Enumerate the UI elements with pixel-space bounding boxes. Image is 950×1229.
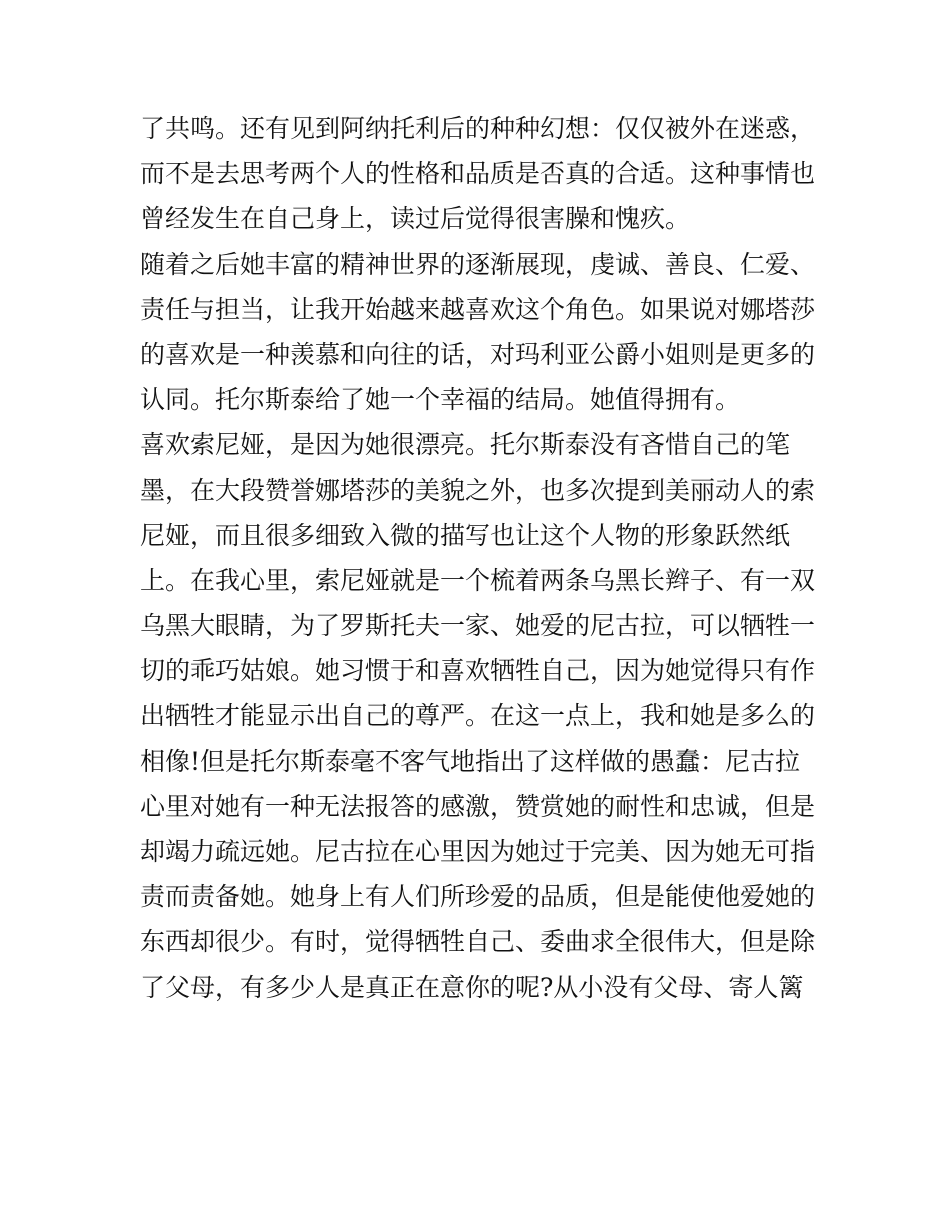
text-line: 尼娅，而且很多细致入微的描写也让这个人物的形象跃然纸 [140, 520, 791, 550]
text-line: 曾经发生在自己身上，读过后觉得很害臊和愧疚。 [140, 204, 691, 234]
text-line: 出牺牲才能显示出自己的尊严。在这一点上，我和她是多么的 [140, 701, 816, 731]
text-line: 切的乖巧姑娘。她习惯于和喜欢牺牲自己，因为她觉得只有作 [140, 656, 816, 686]
text-line: 认同。托尔斯泰给了她一个幸福的结局。她值得拥有。 [140, 385, 741, 415]
text-line: 乌黑大眼睛，为了罗斯托夫一家、她爱的尼古拉，可以牺牲一 [140, 611, 816, 641]
text-line: 墨，在大段赞誉娜塔莎的美貌之外，也多次提到美丽动人的索 [140, 475, 816, 505]
text-line: 责而责备她。她身上有人们所珍爱的品质，但是能使他爱她的 [140, 882, 816, 912]
text-line: 相像!但是托尔斯泰毫不客气地指出了这样做的愚蠢：尼古拉 [140, 746, 801, 776]
text-line: 的喜欢是一种羡慕和向往的话，对玛利亚公爵小姐则是更多的 [140, 339, 816, 369]
text-line: 心里对她有一种无法报答的感激，赞赏她的耐性和忠诚，但是 [140, 791, 816, 821]
text-line: 了父母，有多少人是真正在意你的呢?从小没有父母、寄人篱 [140, 972, 804, 1002]
text-line: 东西却很少。有时，觉得牺牲自己、委曲求全很伟大，但是除 [140, 927, 816, 957]
text-line: 了共鸣。还有见到阿纳托利后的种种幻想：仅仅被外在迷惑， [140, 114, 816, 143]
text-line: 责任与担当，让我开始越来越喜欢这个角色。如果说对娜塔莎 [140, 294, 816, 324]
text-line: 随着之后她丰富的精神世界的逐渐展现，虔诚、善良、仁爱、 [140, 249, 816, 279]
text-line: 却竭力疏远她。尼古拉在心里因为她过于完美、因为她无可指 [140, 837, 816, 866]
text-line: 上。在我心里，索尼娅就是一个梳着两条乌黑长辫子、有一双 [140, 565, 816, 595]
text-line: 而不是去思考两个人的性格和品质是否真的合适。这种事情也 [140, 159, 816, 189]
body-text [140, 106, 820, 1010]
text-line: 喜欢索尼娅，是因为她很漂亮。托尔斯泰没有吝惜自己的笔 [140, 430, 791, 460]
